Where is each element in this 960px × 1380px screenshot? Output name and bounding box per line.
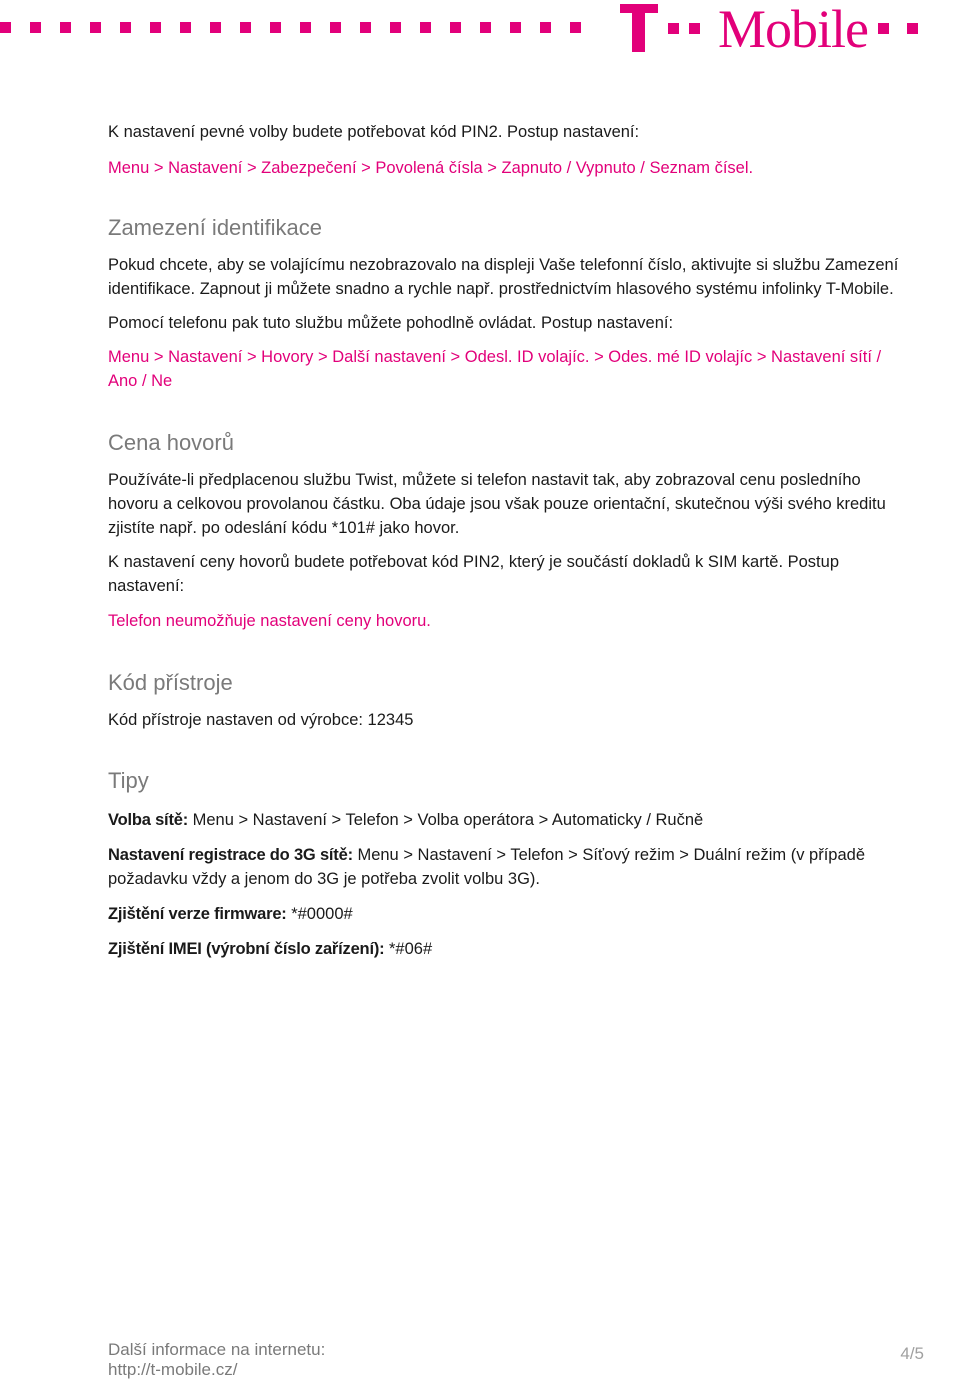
tip-label: Nastavení registrace do 3G sítě: bbox=[108, 846, 353, 864]
header-dot bbox=[270, 22, 281, 33]
header-dot-row bbox=[0, 22, 600, 34]
call-price-paragraph-2: K nastavení ceny hovorů budete potřebovat kód PIN2, který je součástí dokladů k SIM kartě. Postup nastavení: bbox=[108, 553, 839, 595]
tip-item bbox=[108, 808, 908, 832]
t-logo-icon bbox=[620, 4, 658, 52]
document-body bbox=[108, 120, 908, 961]
tip-text: *#06# bbox=[384, 940, 433, 958]
call-price-note: Telefon neumožňuje nastavení ceny hovoru. bbox=[108, 612, 431, 630]
header-dot bbox=[210, 22, 221, 33]
tip-label: Zjištění IMEI (výrobní číslo zařízení): bbox=[108, 940, 385, 958]
header-dot bbox=[90, 22, 101, 33]
tip-item bbox=[108, 937, 908, 961]
intro-line: K nastavení pevné volby budete potřebovat kód PIN2. Postup nastavení: bbox=[108, 123, 640, 141]
header-dot bbox=[330, 22, 341, 33]
footer-label: Další informace na internetu: bbox=[108, 1340, 326, 1359]
header-dot bbox=[570, 22, 581, 33]
caller-id-paragraph: Pokud chcete, aby se volajícímu nezobrazovalo na displeji Vaše telefonní číslo, aktivujte si službu Zamezení identifikace. Zapnout ji můžete snadno a rychle např. prostřednictvím hlasového systému infolinky T-Mobile. bbox=[108, 256, 899, 298]
section-title-tips: Tipy bbox=[108, 768, 149, 793]
page-footer bbox=[108, 1340, 325, 1380]
section-title-caller-id: Zamezení identifikace bbox=[108, 215, 322, 240]
caller-id-paragraph-2: Pomocí telefonu pak tuto službu můžete pohodlně ovládat. Postup nastavení: bbox=[108, 314, 674, 332]
header-dot bbox=[540, 22, 551, 33]
caller-id-menu-path: Menu > Nastavení > Hovory > Další nastavení > Odesl. ID volajíc. > Odes. mé ID volajíc > Nastavení sítí / Ano / Ne bbox=[108, 348, 882, 390]
logo-tail-dots bbox=[878, 23, 936, 34]
tip-text: Menu > Nastavení > Telefon > Volba operátora > Automaticky / Ručně bbox=[188, 811, 704, 829]
header-dot bbox=[420, 22, 431, 33]
header-dot bbox=[30, 22, 41, 33]
footer-url-link[interactable]: http://t-mobile.cz/ bbox=[108, 1360, 238, 1379]
header-dot bbox=[240, 22, 251, 33]
tip-text: *#0000# bbox=[286, 905, 353, 923]
header-dot bbox=[0, 22, 11, 33]
header-dot bbox=[300, 22, 311, 33]
header-dot bbox=[510, 22, 521, 33]
tip-item bbox=[108, 843, 908, 891]
device-code-line: Kód přístroje nastaven od výrobce: 12345 bbox=[108, 711, 414, 729]
intro-menu-path: Menu > Nastavení > Zabezpečení > Povolená čísla > Zapnuto / Vypnuto / Seznam čísel. bbox=[108, 159, 754, 177]
call-price-paragraph: Používáte-li předplacenou službu Twist, můžete si telefon nastavit tak, aby zobrazoval cenu posledního hovoru a celkovou provolanou částku. Oba údaje jsou však pouze orientační, skutečnou výši svého kreditu zjistíte např. po odeslání kódu *101# jako hovor. bbox=[108, 471, 886, 537]
section-title-device-code: Kód přístroje bbox=[108, 670, 233, 695]
page-header bbox=[0, 0, 960, 60]
tip-text: Menu > Nastavení > Telefon > Síťový režim > Duální režim (v případě požadavku vždy a jenom do 3G je potřeba zvolit volbu 3G). bbox=[108, 846, 866, 888]
section-title-call-price: Cena hovorů bbox=[108, 430, 234, 455]
header-dot bbox=[480, 22, 491, 33]
tip-label: Zjištění verze firmware: bbox=[108, 905, 287, 923]
tip-label: Volba sítě: bbox=[108, 811, 189, 829]
header-dot bbox=[180, 22, 191, 33]
page-number: 4/5 bbox=[900, 1344, 924, 1363]
header-dot bbox=[360, 22, 371, 33]
t-mobile-logo bbox=[620, 0, 936, 59]
logo-wordmark: Mobile bbox=[718, 0, 868, 59]
header-dot bbox=[450, 22, 461, 33]
logo-dots bbox=[668, 23, 710, 34]
header-dot bbox=[150, 22, 161, 33]
header-dot bbox=[120, 22, 131, 33]
header-dot bbox=[390, 22, 401, 33]
header-dot bbox=[60, 22, 71, 33]
tip-item bbox=[108, 902, 908, 926]
